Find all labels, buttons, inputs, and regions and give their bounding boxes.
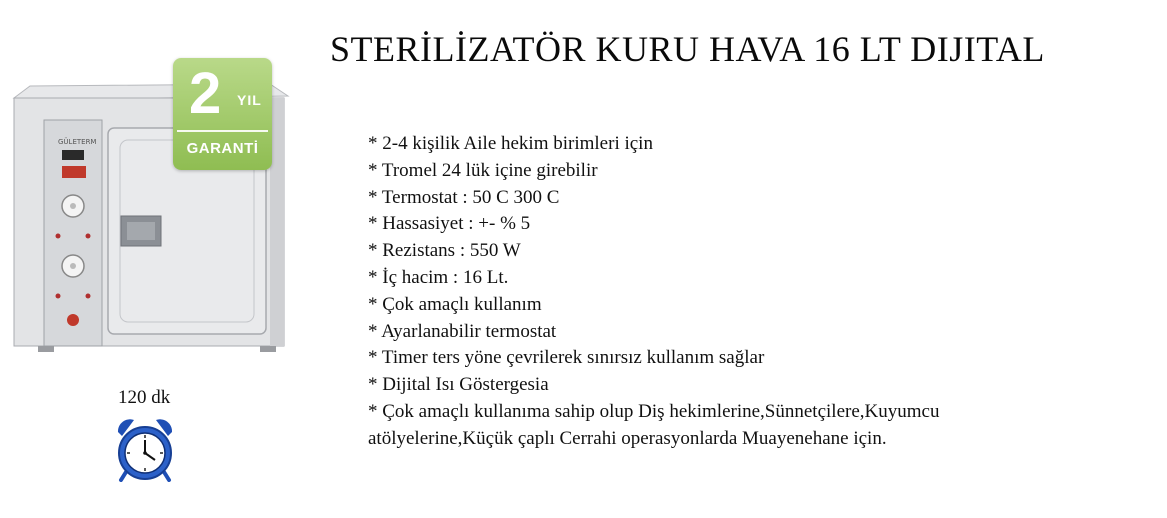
warranty-label: GARANTİ [186,140,259,157]
brand-label: GÜLETERM [58,138,97,146]
feature-item: * Tromel 24 lük içine girebilir [368,159,598,181]
feature-item: * Rezistans : 550 W [368,240,521,262]
feature-item: * 2-4 kişilik Aile hekim birimleri için [368,133,653,154]
alarm-clock-icon [112,416,178,482]
feature-item: * Termostat : 50 C 300 C [368,186,560,208]
feature-item: * Hassasiyet : +- % 5 [368,213,531,235]
badge-divider [177,130,268,132]
timer-label: 120 dk [118,387,171,408]
warranty-years: 2 [189,61,222,126]
warranty-badge [173,58,272,170]
feature-item: * Ayarlanabilir termostat [368,320,557,342]
feature-item: * Çok amaçlı kullanıma sahip olup Diş hekimlerine,Sünnetçilere,Kuyumcu atölyelerine,Küçük çaplı Cerrahi operasyonlarda Muayenehane için. [368,400,940,449]
warranty-unit: YIL [237,92,262,108]
feature-item: * Dijital Isı Göstergesia [368,374,549,396]
feature-item: * İç hacim : 16 Lt. [368,266,509,288]
feature-list [368,131,1058,453]
feature-item: * Çok amaçlı kullanım [368,293,542,315]
feature-item: * Timer ters yöne çevrilerek sınırsız kullanım sağlar [368,347,765,369]
page-title: STERİLİZATÖR KURU HAVA 16 LT DIJITAL [330,29,1045,69]
